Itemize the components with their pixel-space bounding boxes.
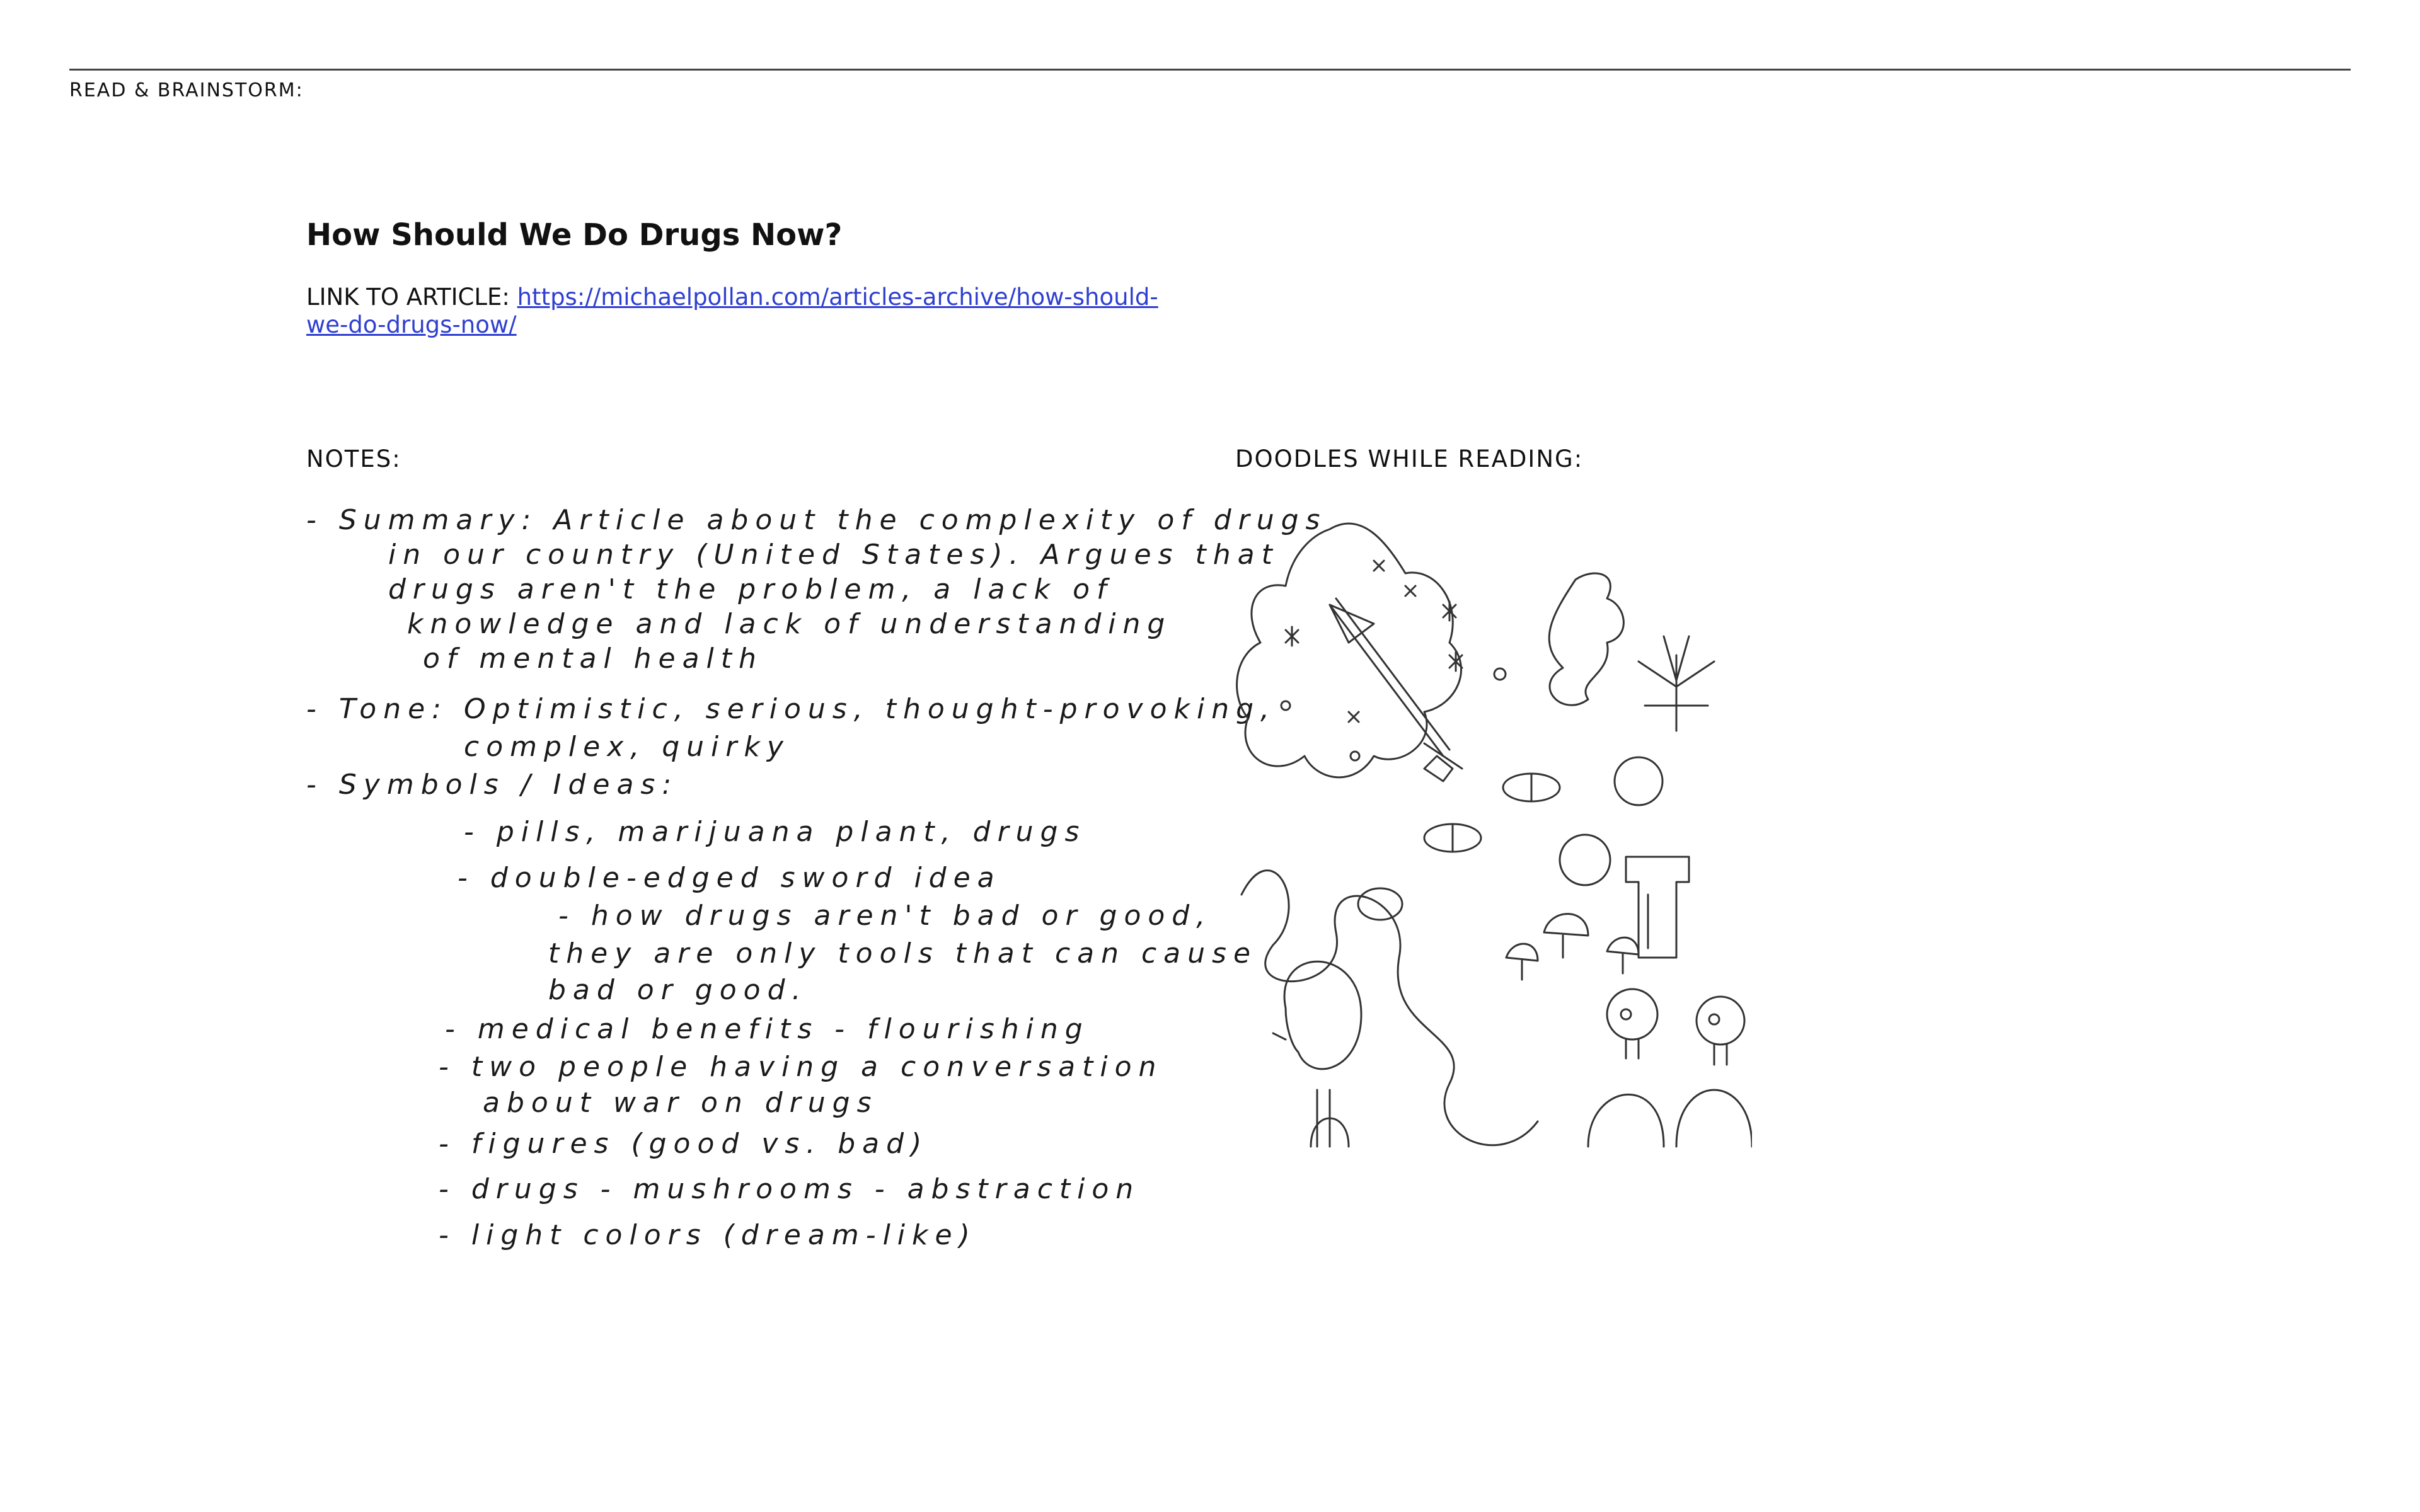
note-line: bad or good. <box>548 974 808 1006</box>
note-line: - figures (good vs. bad) <box>439 1128 929 1160</box>
handwritten-notes <box>306 504 1327 1279</box>
note-line: - pills, marijuana plant, drugs <box>464 816 1086 848</box>
note-line: drugs aren't the problem, a lack of <box>388 573 1114 605</box>
note-line: - light colors (dream-like) <box>439 1219 977 1251</box>
mushroom-doodle <box>1544 914 1588 958</box>
head-doodle <box>1607 989 1657 1040</box>
note-line: - Symbols / Ideas: <box>306 769 679 801</box>
note-line: of mental health <box>423 643 763 675</box>
note-line: - double-edged sword idea <box>458 862 1001 894</box>
figure-doodle <box>1273 961 1361 1147</box>
cloud-doodle <box>1237 524 1461 777</box>
doodles-label: DOODLES WHILE READING: <box>1235 445 1584 472</box>
leaf-doodle <box>1639 636 1714 731</box>
article-title: How Should We Do Drugs Now? <box>306 217 843 253</box>
note-line: - drugs - mushrooms - abstraction <box>439 1173 1141 1205</box>
note-line: complex, quirky <box>464 731 790 763</box>
article-link[interactable]: https://michaelpollan.com/articles-archive/how-should-we-do-drugs-now/ <box>306 284 1158 338</box>
note-line: knowledge and lack of understanding <box>407 608 1172 640</box>
smoke-doodle <box>1549 573 1623 705</box>
note-line: - medical benefits - flourishing <box>445 1013 1090 1045</box>
doodles-sketch <box>1235 517 1752 1197</box>
article-link-row <box>306 284 1189 339</box>
star-doodle <box>1286 627 1298 646</box>
note-line: in our country (United States). Argues that <box>388 539 1279 571</box>
section-label: READ & BRAINSTORM: <box>69 79 304 101</box>
article-link-prefix: LINK TO ARTICLE: <box>306 284 517 311</box>
doodle-drawing <box>1235 517 1752 1197</box>
sword-doodle <box>1330 598 1462 781</box>
note-line: - Summary: Article about the complexity of drugs <box>306 504 1327 536</box>
header-divider <box>69 69 2351 71</box>
note-line: - how drugs aren't bad or good, <box>558 900 1213 932</box>
note-line: about war on drugs <box>483 1087 879 1119</box>
notes-label: NOTES: <box>306 445 401 472</box>
note-line: they are only tools that can cause <box>548 937 1258 970</box>
note-line: - two people having a conversation <box>439 1051 1163 1083</box>
note-line: - Tone: Optimistic, serious, thought-provoking, <box>306 693 1276 725</box>
